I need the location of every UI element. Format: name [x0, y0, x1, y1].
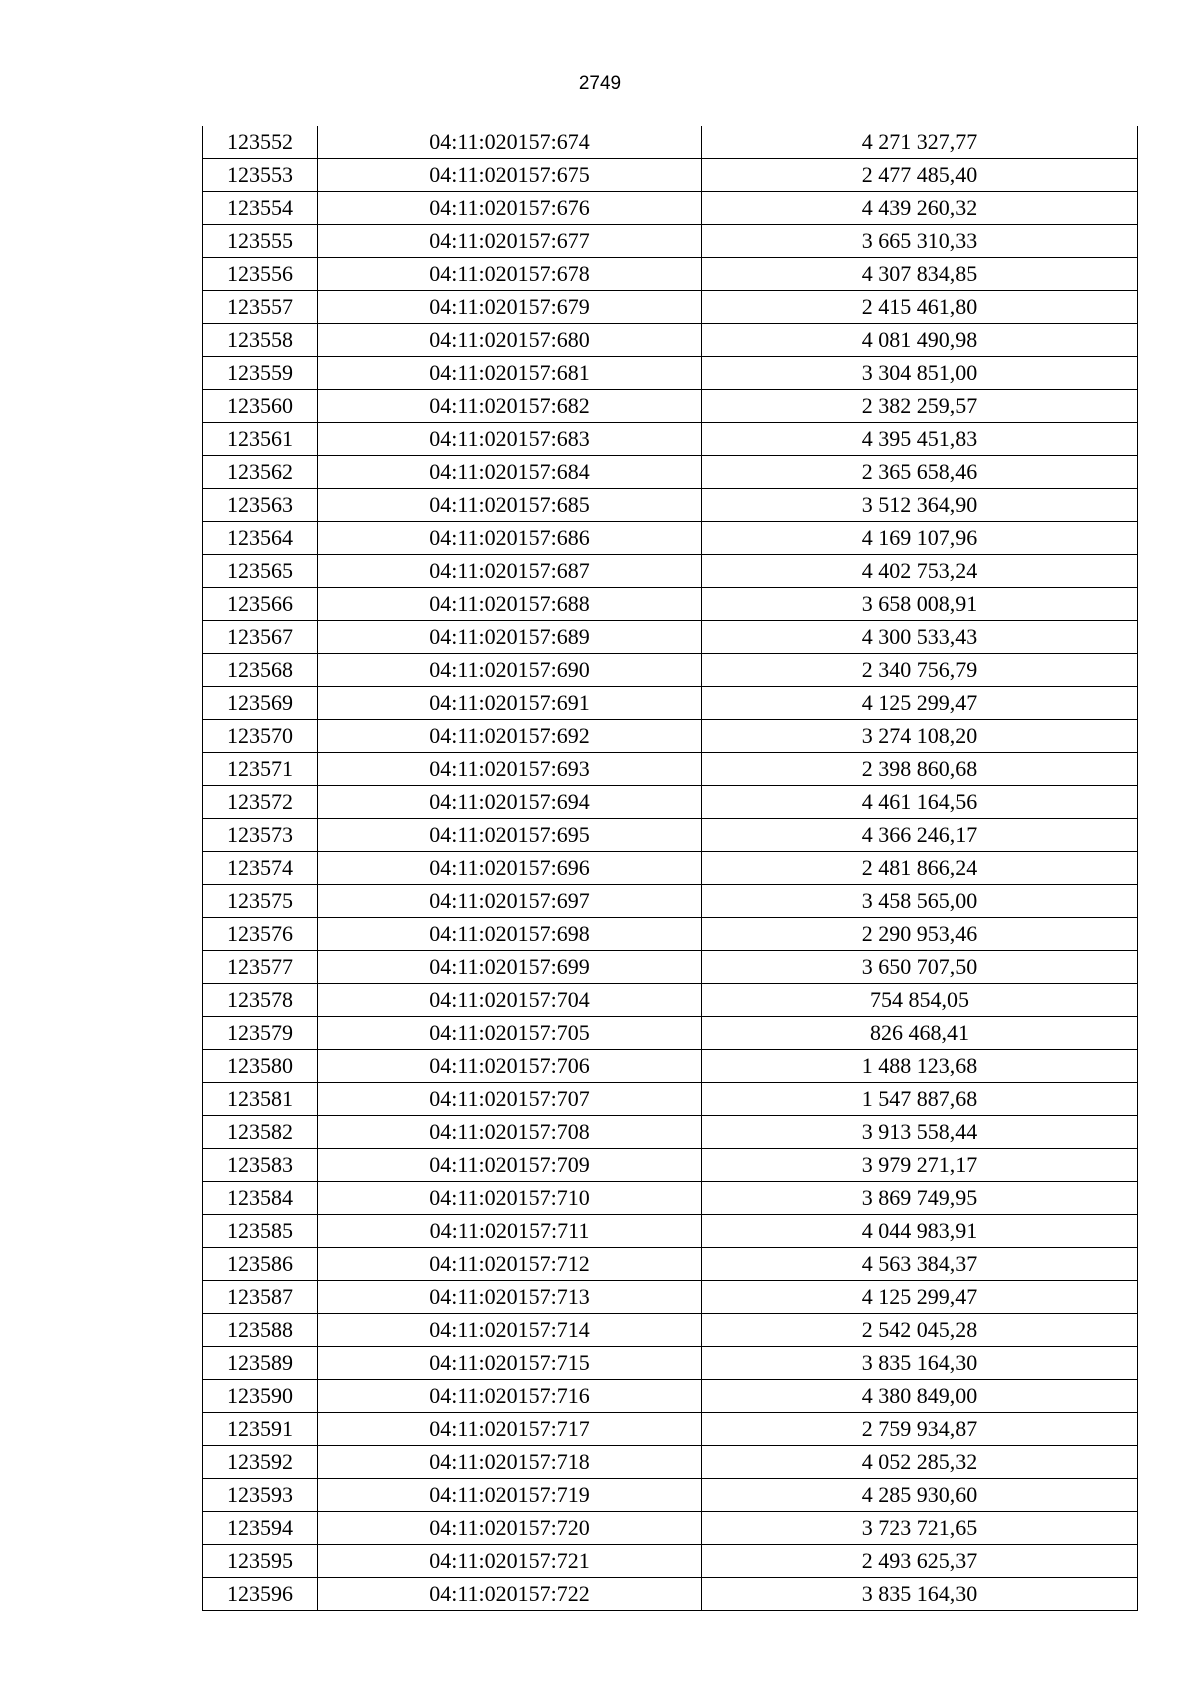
cadastral-number-cell: 04:11:020157:681 [318, 357, 702, 390]
row-number-cell: 123582 [203, 1116, 318, 1149]
cadastral-number-cell: 04:11:020157:674 [318, 126, 702, 159]
row-number-cell: 123571 [203, 753, 318, 786]
cadastral-number-cell: 04:11:020157:722 [318, 1578, 702, 1611]
row-number-cell: 123554 [203, 192, 318, 225]
cadastral-value-cell: 1 547 887,68 [702, 1083, 1138, 1116]
table-row [203, 1149, 1138, 1182]
table-row [203, 1182, 1138, 1215]
cadastral-number-cell: 04:11:020157:720 [318, 1512, 702, 1545]
cadastral-value-cell: 3 979 271,17 [702, 1149, 1138, 1182]
table-body [203, 126, 1138, 1611]
table-row [203, 192, 1138, 225]
cadastral-value-cell: 3 869 749,95 [702, 1182, 1138, 1215]
row-number-cell: 123595 [203, 1545, 318, 1578]
cadastral-value-cell: 4 366 246,17 [702, 819, 1138, 852]
table-row [203, 1281, 1138, 1314]
cadastral-number-cell: 04:11:020157:707 [318, 1083, 702, 1116]
cadastral-number-cell: 04:11:020157:688 [318, 588, 702, 621]
table-row [203, 753, 1138, 786]
cadastral-value-cell: 2 759 934,87 [702, 1413, 1138, 1446]
cadastral-value-cell: 1 488 123,68 [702, 1050, 1138, 1083]
cadastral-value-cell: 3 304 851,00 [702, 357, 1138, 390]
cadastral-value-cell: 3 913 558,44 [702, 1116, 1138, 1149]
row-number-cell: 123560 [203, 390, 318, 423]
table-row [203, 885, 1138, 918]
cadastral-value-cell: 4 395 451,83 [702, 423, 1138, 456]
cadastral-number-cell: 04:11:020157:695 [318, 819, 702, 852]
cadastral-number-cell: 04:11:020157:714 [318, 1314, 702, 1347]
table-row [203, 984, 1138, 1017]
table-row [203, 588, 1138, 621]
cadastral-number-cell: 04:11:020157:692 [318, 720, 702, 753]
cadastral-number-cell: 04:11:020157:709 [318, 1149, 702, 1182]
table-row [203, 1446, 1138, 1479]
cadastral-value-cell: 4 461 164,56 [702, 786, 1138, 819]
row-number-cell: 123596 [203, 1578, 318, 1611]
table-row [203, 1578, 1138, 1611]
row-number-cell: 123573 [203, 819, 318, 852]
cadastral-number-cell: 04:11:020157:690 [318, 654, 702, 687]
table-row [203, 159, 1138, 192]
cadastral-number-cell: 04:11:020157:682 [318, 390, 702, 423]
row-number-cell: 123569 [203, 687, 318, 720]
row-number-cell: 123565 [203, 555, 318, 588]
table-row [203, 1512, 1138, 1545]
table-row [203, 1116, 1138, 1149]
table-row [203, 1017, 1138, 1050]
cadastral-value-cell: 2 481 866,24 [702, 852, 1138, 885]
row-number-cell: 123564 [203, 522, 318, 555]
cadastral-value-cell: 3 650 707,50 [702, 951, 1138, 984]
row-number-cell: 123561 [203, 423, 318, 456]
cadastral-value-cell: 3 835 164,30 [702, 1347, 1138, 1380]
table-row [203, 720, 1138, 753]
cadastral-number-cell: 04:11:020157:686 [318, 522, 702, 555]
cadastral-number-cell: 04:11:020157:689 [318, 621, 702, 654]
cadastral-number-cell: 04:11:020157:685 [318, 489, 702, 522]
cadastral-value-cell: 2 542 045,28 [702, 1314, 1138, 1347]
row-number-cell: 123568 [203, 654, 318, 687]
row-number-cell: 123557 [203, 291, 318, 324]
table-row [203, 1413, 1138, 1446]
cadastral-number-cell: 04:11:020157:693 [318, 753, 702, 786]
cadastral-number-cell: 04:11:020157:699 [318, 951, 702, 984]
cadastral-number-cell: 04:11:020157:705 [318, 1017, 702, 1050]
cadastral-number-cell: 04:11:020157:706 [318, 1050, 702, 1083]
cadastral-value-cell: 3 723 721,65 [702, 1512, 1138, 1545]
row-number-cell: 123559 [203, 357, 318, 390]
cadastral-value-cell: 4 169 107,96 [702, 522, 1138, 555]
cadastral-number-cell: 04:11:020157:712 [318, 1248, 702, 1281]
row-number-cell: 123577 [203, 951, 318, 984]
table-row [203, 1083, 1138, 1116]
table-row [203, 555, 1138, 588]
cadastral-value-cell: 4 081 490,98 [702, 324, 1138, 357]
cadastral-number-cell: 04:11:020157:698 [318, 918, 702, 951]
cadastral-value-cell: 4 300 533,43 [702, 621, 1138, 654]
row-number-cell: 123562 [203, 456, 318, 489]
cadastral-value-cell: 2 493 625,37 [702, 1545, 1138, 1578]
table-row [203, 1248, 1138, 1281]
cadastral-number-cell: 04:11:020157:710 [318, 1182, 702, 1215]
cadastral-value-cell: 4 402 753,24 [702, 555, 1138, 588]
table-row [203, 390, 1138, 423]
table-row [203, 918, 1138, 951]
cadastral-value-table [202, 126, 1138, 1611]
row-number-cell: 123586 [203, 1248, 318, 1281]
row-number-cell: 123587 [203, 1281, 318, 1314]
table-row [203, 1314, 1138, 1347]
cadastral-number-cell: 04:11:020157:683 [318, 423, 702, 456]
cadastral-number-cell: 04:11:020157:691 [318, 687, 702, 720]
cadastral-number-cell: 04:11:020157:719 [318, 1479, 702, 1512]
row-number-cell: 123591 [203, 1413, 318, 1446]
table-row [203, 1380, 1138, 1413]
cadastral-value-cell: 4 439 260,32 [702, 192, 1138, 225]
row-number-cell: 123576 [203, 918, 318, 951]
cadastral-value-cell: 754 854,05 [702, 984, 1138, 1017]
row-number-cell: 123570 [203, 720, 318, 753]
table-row [203, 357, 1138, 390]
cadastral-value-table-container [202, 126, 1134, 1611]
cadastral-number-cell: 04:11:020157:696 [318, 852, 702, 885]
cadastral-number-cell: 04:11:020157:676 [318, 192, 702, 225]
cadastral-number-cell: 04:11:020157:717 [318, 1413, 702, 1446]
row-number-cell: 123589 [203, 1347, 318, 1380]
row-number-cell: 123552 [203, 126, 318, 159]
row-number-cell: 123574 [203, 852, 318, 885]
row-number-cell: 123556 [203, 258, 318, 291]
row-number-cell: 123558 [203, 324, 318, 357]
cadastral-value-cell: 2 415 461,80 [702, 291, 1138, 324]
cadastral-number-cell: 04:11:020157:721 [318, 1545, 702, 1578]
row-number-cell: 123592 [203, 1446, 318, 1479]
cadastral-number-cell: 04:11:020157:697 [318, 885, 702, 918]
table-row [203, 819, 1138, 852]
cadastral-value-cell: 4 271 327,77 [702, 126, 1138, 159]
table-row [203, 225, 1138, 258]
cadastral-value-cell: 4 563 384,37 [702, 1248, 1138, 1281]
row-number-cell: 123567 [203, 621, 318, 654]
cadastral-value-cell: 4 044 983,91 [702, 1215, 1138, 1248]
table-row [203, 258, 1138, 291]
table-row [203, 1215, 1138, 1248]
row-number-cell: 123580 [203, 1050, 318, 1083]
row-number-cell: 123555 [203, 225, 318, 258]
cadastral-value-cell: 3 274 108,20 [702, 720, 1138, 753]
table-row [203, 1479, 1138, 1512]
cadastral-value-cell: 3 665 310,33 [702, 225, 1138, 258]
cadastral-number-cell: 04:11:020157:675 [318, 159, 702, 192]
cadastral-number-cell: 04:11:020157:677 [318, 225, 702, 258]
cadastral-number-cell: 04:11:020157:713 [318, 1281, 702, 1314]
cadastral-number-cell: 04:11:020157:694 [318, 786, 702, 819]
cadastral-number-cell: 04:11:020157:687 [318, 555, 702, 588]
cadastral-value-cell: 4 052 285,32 [702, 1446, 1138, 1479]
cadastral-value-cell: 4 125 299,47 [702, 1281, 1138, 1314]
cadastral-number-cell: 04:11:020157:680 [318, 324, 702, 357]
cadastral-value-cell: 2 340 756,79 [702, 654, 1138, 687]
cadastral-value-cell: 826 468,41 [702, 1017, 1138, 1050]
cadastral-number-cell: 04:11:020157:678 [318, 258, 702, 291]
table-row [203, 456, 1138, 489]
cadastral-number-cell: 04:11:020157:711 [318, 1215, 702, 1248]
row-number-cell: 123578 [203, 984, 318, 1017]
cadastral-value-cell: 4 380 849,00 [702, 1380, 1138, 1413]
row-number-cell: 123593 [203, 1479, 318, 1512]
row-number-cell: 123581 [203, 1083, 318, 1116]
table-row [203, 126, 1138, 159]
row-number-cell: 123585 [203, 1215, 318, 1248]
table-row [203, 951, 1138, 984]
cadastral-number-cell: 04:11:020157:684 [318, 456, 702, 489]
table-row [203, 1050, 1138, 1083]
table-row [203, 654, 1138, 687]
cadastral-value-cell: 2 290 953,46 [702, 918, 1138, 951]
row-number-cell: 123579 [203, 1017, 318, 1050]
table-row [203, 621, 1138, 654]
cadastral-value-cell: 2 365 658,46 [702, 456, 1138, 489]
table-row [203, 1347, 1138, 1380]
cadastral-number-cell: 04:11:020157:704 [318, 984, 702, 1017]
cadastral-value-cell: 4 307 834,85 [702, 258, 1138, 291]
cadastral-value-cell: 2 398 860,68 [702, 753, 1138, 786]
row-number-cell: 123563 [203, 489, 318, 522]
table-row [203, 687, 1138, 720]
cadastral-number-cell: 04:11:020157:716 [318, 1380, 702, 1413]
table-row [203, 852, 1138, 885]
cadastral-value-cell: 2 382 259,57 [702, 390, 1138, 423]
cadastral-number-cell: 04:11:020157:718 [318, 1446, 702, 1479]
cadastral-value-cell: 4 285 930,60 [702, 1479, 1138, 1512]
row-number-cell: 123572 [203, 786, 318, 819]
cadastral-value-cell: 4 125 299,47 [702, 687, 1138, 720]
row-number-cell: 123583 [203, 1149, 318, 1182]
table-row [203, 522, 1138, 555]
cadastral-number-cell: 04:11:020157:715 [318, 1347, 702, 1380]
table-row [203, 786, 1138, 819]
row-number-cell: 123584 [203, 1182, 318, 1215]
table-row [203, 324, 1138, 357]
row-number-cell: 123553 [203, 159, 318, 192]
table-row [203, 423, 1138, 456]
cadastral-number-cell: 04:11:020157:679 [318, 291, 702, 324]
cadastral-value-cell: 3 512 364,90 [702, 489, 1138, 522]
table-row [203, 1545, 1138, 1578]
cadastral-value-cell: 2 477 485,40 [702, 159, 1138, 192]
table-row [203, 489, 1138, 522]
row-number-cell: 123594 [203, 1512, 318, 1545]
cadastral-value-cell: 3 835 164,30 [702, 1578, 1138, 1611]
page-number: 2749 [578, 73, 622, 94]
cadastral-number-cell: 04:11:020157:708 [318, 1116, 702, 1149]
cadastral-value-cell: 3 658 008,91 [702, 588, 1138, 621]
row-number-cell: 123566 [203, 588, 318, 621]
row-number-cell: 123590 [203, 1380, 318, 1413]
row-number-cell: 123575 [203, 885, 318, 918]
cadastral-value-cell: 3 458 565,00 [702, 885, 1138, 918]
row-number-cell: 123588 [203, 1314, 318, 1347]
table-row [203, 291, 1138, 324]
